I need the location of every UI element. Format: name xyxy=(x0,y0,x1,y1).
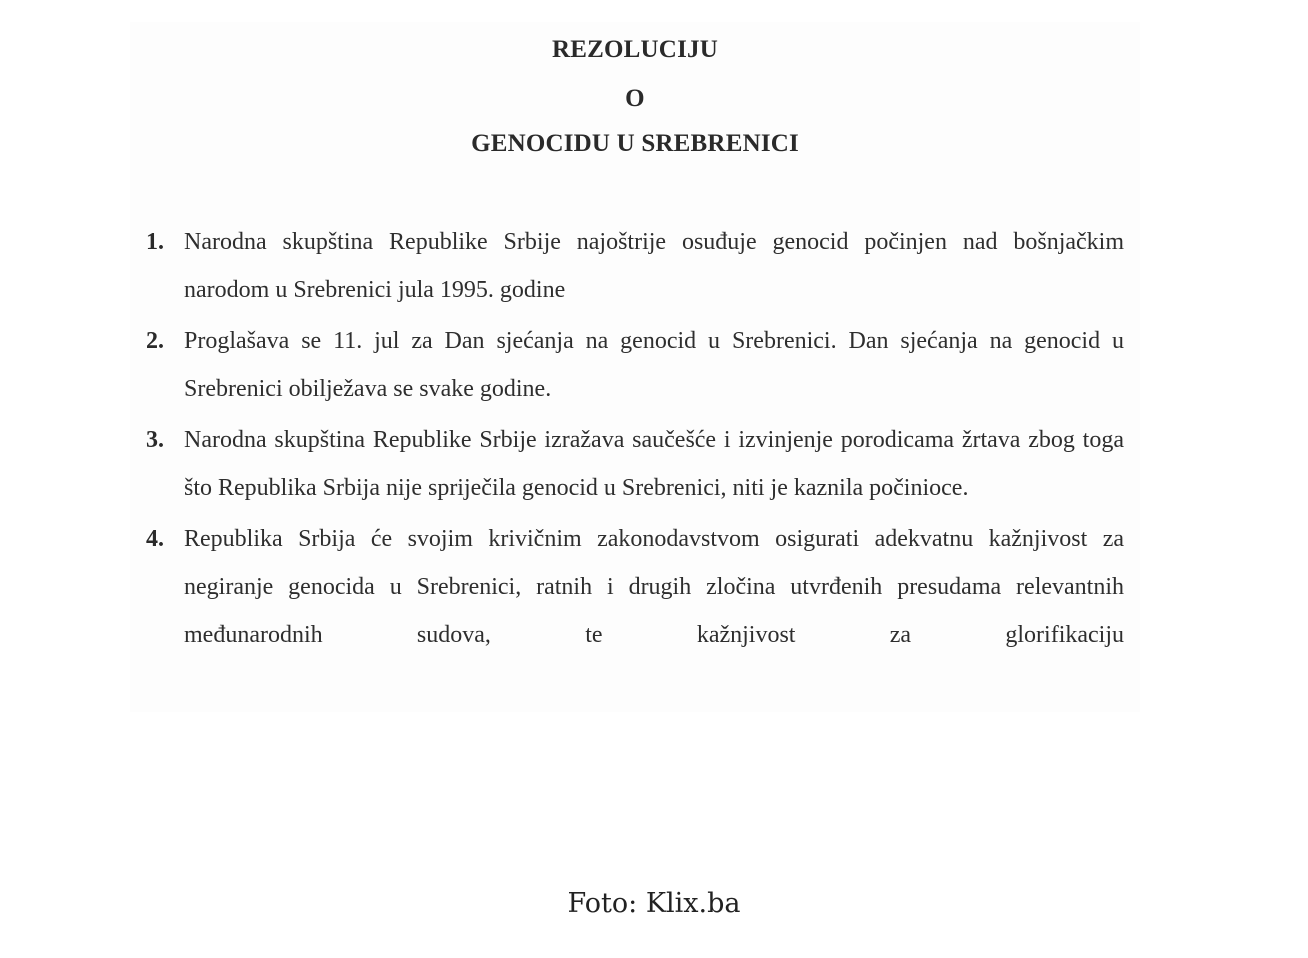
resolution-items xyxy=(130,218,1140,662)
item-text: Republika Srbija će svojim krivičnim zakonodavstvom osigurati adekvatnu kažnjivost za negiranje genocida u Srebrenici, ratnih i drugih zločina utvrđenih presudama relevantnih međunarodnih sudova, te kažnjivost za glorifikaciju xyxy=(184,526,1124,648)
photo-credit-caption: Foto: Klix.ba xyxy=(567,888,741,919)
document-title-line-1: REZOLUCIJU xyxy=(552,36,718,63)
item-text: Proglašava se 11. jul za Dan sjećanja na genocid u Srebrenici. Dan sjećanja na genocid u Srebrenici obilježava se svake godine. xyxy=(184,328,1124,402)
document-title-line-2: O xyxy=(625,85,645,112)
list-item xyxy=(130,218,1140,314)
list-item xyxy=(130,317,1140,413)
item-text: Narodna skupština Republike Srbije izražava saučešće i izvinjenje porodicama žrtava zbog toga što Republika Srbija nije spriječila genocid u Srebrenici, niti je kaznila počinioce. xyxy=(184,427,1124,501)
list-item xyxy=(130,515,1140,659)
item-number: 1. xyxy=(146,229,164,255)
item-number: 3. xyxy=(146,427,164,453)
document-image xyxy=(130,22,1140,712)
document-title-line-3: GENOCIDU U SREBRENICI xyxy=(471,130,799,157)
item-number: 2. xyxy=(146,328,164,354)
list-item xyxy=(130,416,1140,512)
item-number: 4. xyxy=(146,526,164,552)
item-text: Narodna skupština Republike Srbije najoštrije osuđuje genocid počinjen nad bošnjačkim narodom u Srebrenici jula 1995. godine xyxy=(184,229,1124,303)
